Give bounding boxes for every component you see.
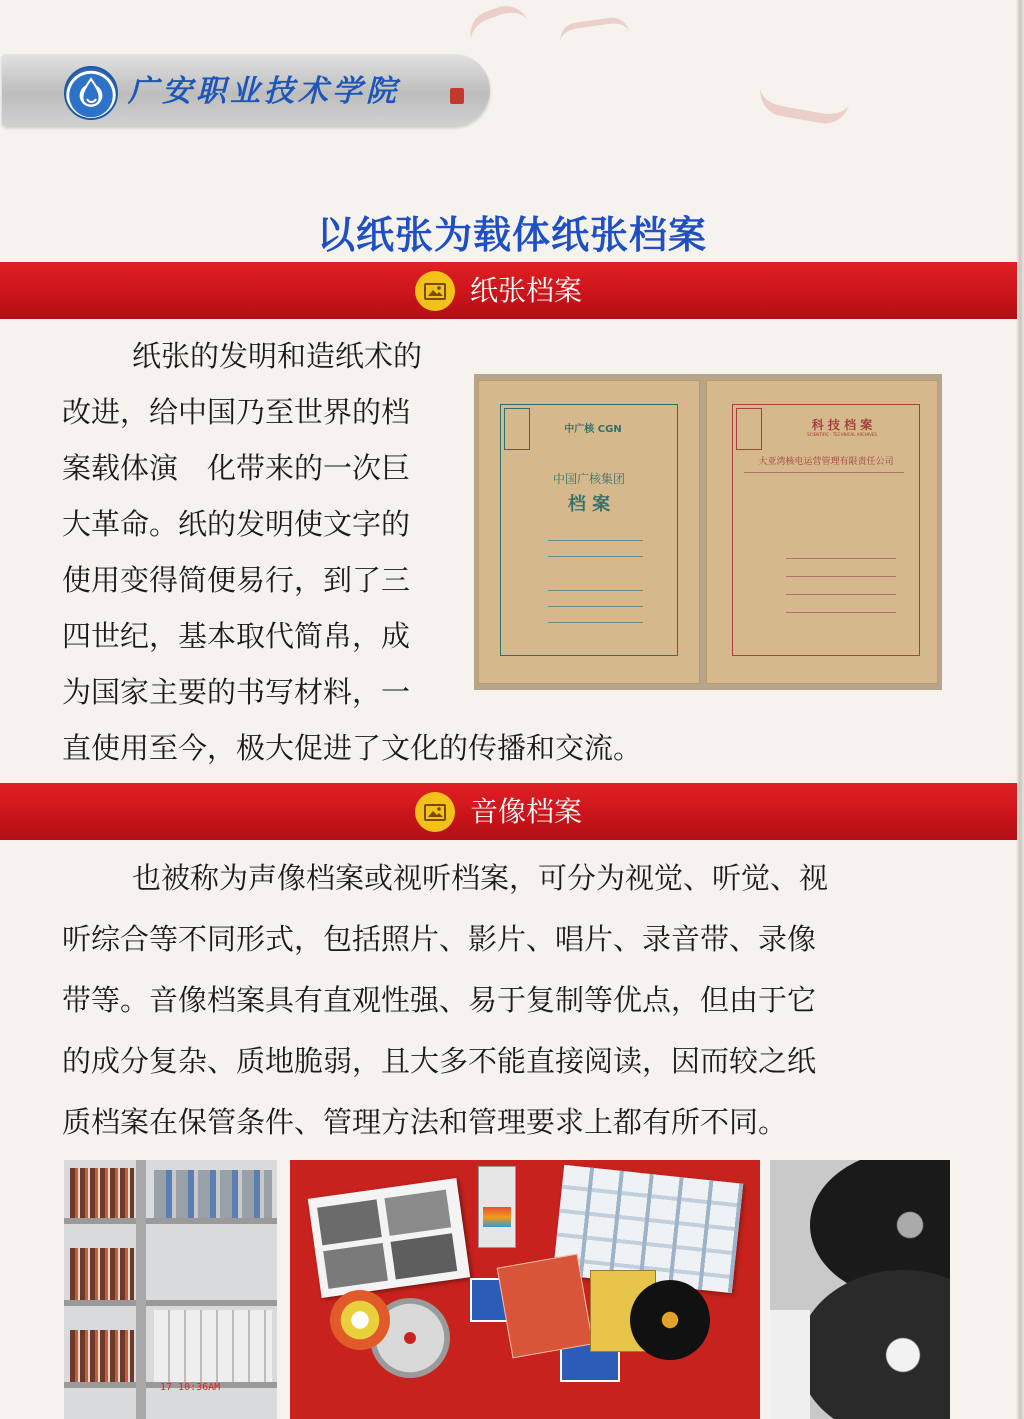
paragraph-line: 大革命。纸的发明使文字的 [62,507,411,541]
folder-subtitle: SCIENTIFIC · TECHNICAL ARCHIVES [807,432,877,437]
image-icon [415,792,455,832]
page-title: 以纸张为载体纸张档案 [316,213,707,257]
folder-field-line [548,606,643,607]
record-highlight [770,1310,810,1419]
paragraph-line: 直使用至今，极大促进了文化的传播和交流。 [62,731,643,765]
folder-organization: 大亚湾核电运营管理有限责任公司 [758,457,894,467]
section-banner-audiovisual-archives [0,783,1017,840]
paragraph-line: 带等。音像档案具有直观性强、易于复制等优点，但由于它 [62,983,817,1017]
archive-folder [478,380,700,684]
section-title: 音像档案 [470,795,583,828]
folder-field-line [548,540,643,541]
background-brush-stroke [756,63,853,128]
paragraph-line: 改进，给中国乃至世界的档 [62,395,411,429]
paragraph-line: 纸张的发明和造纸术的 [132,339,423,373]
folder-field-line [786,594,896,595]
folder-title: 科 技 档 案 [811,418,873,432]
school-logo-icon [64,66,118,120]
paragraph-line: 质档案在保管条件、管理方法和管理要求上都有所不同。 [62,1105,788,1139]
film-box [478,1166,516,1248]
section-banner-paper-archives [0,262,1017,319]
folder-field-line [548,622,643,623]
archive-folder [706,380,938,684]
album-photo [317,1199,382,1245]
paragraph-line: 听综合等不同形式，包括照片、影片、唱片、录音带、录像 [62,922,817,956]
background-brush-stroke [558,15,632,60]
record-sleeve [497,1254,594,1359]
tape-reel [330,1290,390,1350]
audiovisual-archives-paragraph [62,848,962,1153]
videotape-shelves-photo [64,1160,277,1419]
paragraph-line: 四世纪，基本取代简帛，成 [62,619,411,653]
folder-title: 档 案 [567,494,611,515]
paragraph-line: 为国家主要的书写材料，一 [62,675,411,709]
school-name: 广安职业技术学院 [128,74,400,109]
album-photo [384,1190,451,1236]
shelf-board [64,1300,277,1306]
photo-album [308,1178,470,1298]
folder-field-line [786,558,896,559]
vinyl-record [630,1280,710,1360]
folder-organization: 中国广核集团 [552,472,625,486]
videotape-stack [70,1248,134,1300]
album-photo [323,1243,388,1289]
archive-folders-photo [474,374,942,690]
red-seal-stamp [450,88,464,104]
section-title: 纸张档案 [470,274,583,307]
folder-field-line [786,612,896,613]
film-box-stripes [483,1207,511,1227]
photo-timestamp: 17 10:36AM [160,1382,221,1393]
audiovisual-media-photo [290,1160,760,1419]
vinyl-record [798,1270,950,1419]
paper-archives-paragraph [62,328,470,720]
videotape-stack [70,1330,134,1382]
videotape-stack [154,1170,272,1218]
folder-field-line [548,556,643,557]
album-photo [391,1233,458,1279]
folder-field-line [744,472,904,473]
shelf-board [64,1218,277,1224]
paragraph-line: 也被称为声像档案或视听档案，可分为视觉、听觉、视 [132,861,829,895]
paragraph-line: 案载体演 化带来的一次巨 [62,451,411,485]
folder-brand: 中广核 CGN [564,424,622,435]
shelf-divider [136,1160,146,1419]
image-icon [415,271,455,311]
binder-stack [154,1310,272,1382]
paragraph-line: 使用变得简便易行，到了三 [62,563,411,597]
videotape-stack [70,1168,134,1218]
background-brush-stroke [464,0,537,65]
folder-field-line [786,576,896,577]
paragraph-line: 的成分复杂、质地脆弱，且大多不能直接阅读，因而较之纸 [62,1044,817,1078]
vinyl-records-photo [770,1160,950,1419]
folder-field-line [548,590,643,591]
